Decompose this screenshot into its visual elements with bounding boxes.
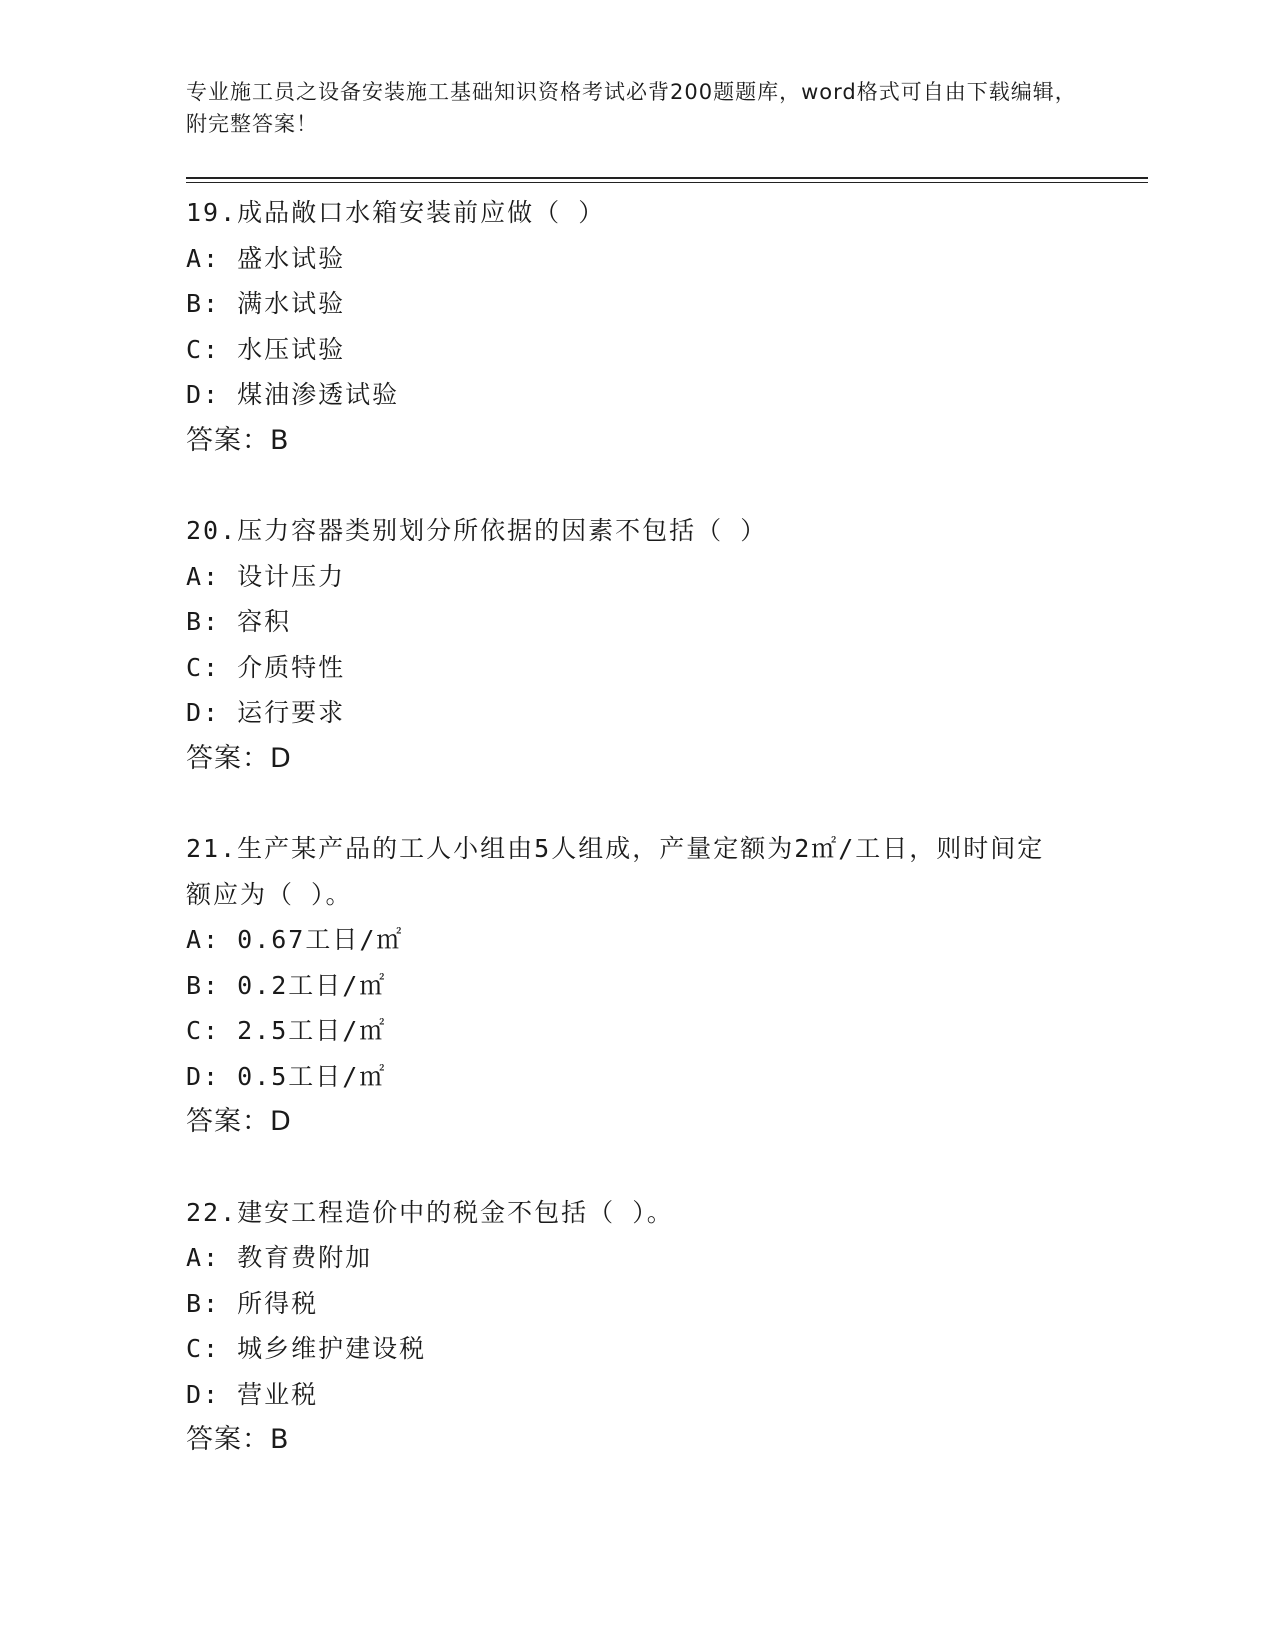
header-divider-thin: [186, 182, 1148, 183]
question-title: 20.压力容器类别划分所依据的因素不包括（ ）: [186, 516, 768, 545]
question-title: 22.建安工程造价中的税金不包括（ ）。: [186, 1197, 674, 1227]
option-b: B: 满水试验: [186, 289, 346, 318]
option-b: B: 容积: [186, 607, 292, 636]
document-intro: 专业施工员之设备安装施工基础知识资格考试必背200题题库，word格式可自由下载编辑，附完整答案！: [186, 80, 1077, 136]
question-item: [186, 826, 1086, 1190]
option-c: C: 介质特性: [186, 652, 346, 682]
answer-line: 答案：D: [186, 1106, 292, 1137]
answer-line: 答案：B: [186, 424, 290, 456]
question-item: [186, 508, 1086, 826]
option-b: B: 0.2工日/㎡: [186, 970, 387, 1000]
header-divider-thick: [186, 177, 1148, 179]
question-spacer: [186, 1145, 1086, 1190]
option-a: A: 0.67工日/㎡: [186, 925, 404, 954]
question-title: 21.生产某产品的工人小组由5人组成，产量定额为2㎡/工日，则时间定额应为（ ）。: [186, 834, 1045, 909]
question-title: 19.成品敞口水箱安装前应做（ ）: [186, 198, 606, 227]
option-a: A: 设计压力: [186, 561, 346, 591]
option-d: D: 营业税: [186, 1379, 319, 1409]
question-list: [186, 190, 1086, 1463]
question-item: [186, 190, 1086, 508]
option-a: A: 教育费附加: [186, 1243, 373, 1272]
option-a: A: 盛水试验: [186, 243, 346, 273]
option-c: C: 水压试验: [186, 334, 346, 364]
option-c: C: 2.5工日/㎡: [186, 1016, 387, 1045]
answer-line: 答案：D: [186, 742, 292, 774]
option-c: C: 城乡维护建设税: [186, 1334, 427, 1363]
option-d: D: 0.5工日/㎡: [186, 1061, 387, 1091]
question-spacer: [186, 781, 1086, 826]
answer-line: 答案：B: [186, 1424, 290, 1455]
option-d: D: 运行要求: [186, 698, 346, 727]
option-d: D: 煤油渗透试验: [186, 380, 400, 409]
option-b: B: 所得税: [186, 1288, 319, 1318]
question-item: [186, 1190, 1086, 1463]
question-spacer: [186, 463, 1086, 508]
